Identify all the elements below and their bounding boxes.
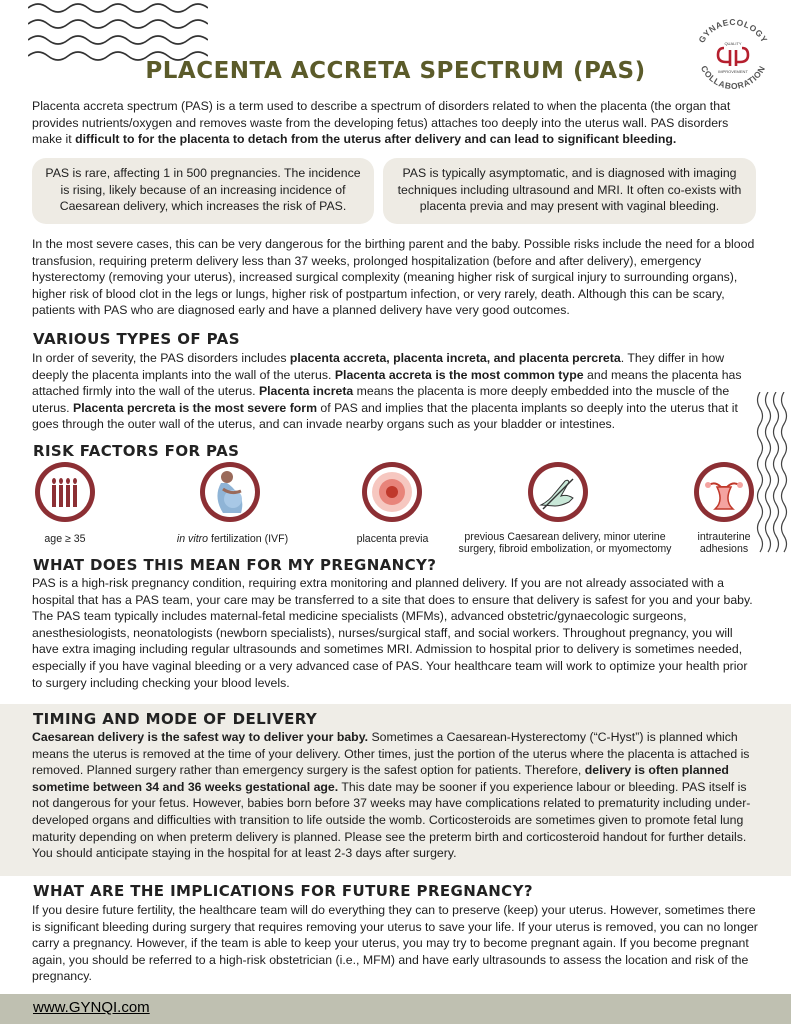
diagnosis-box: PAS is typically asymptomatic, and is diagnosed with imaging techniques including ultrasound and MRI. It often co-exists with placenta previa and may present with vaginal bleeding.	[383, 158, 756, 224]
uterus-icon	[694, 462, 754, 522]
surgery-hand-icon	[528, 462, 588, 522]
meaning-paragraph: PAS is a high-risk pregnancy condition, requiring extra monitoring and planned delivery. If you are not already associated with a hospital that has a PAS team, your care may be transferred to a site that does to ensure that delivery is safest for you and your baby. The PAS team typically includes maternal-fetal medicine specialists (MFMs), advanced obstetric/gynaecologic surgeons, anesthesiologists, neonatologists (newborn specialists), nurses/surgical staff, and social workers. Throughout pregnancy, you will have extra imaging including regular ultrasounds and sometimes MRI. Admission to hospital prior to delivery is sometimes needed, especially if you have vaginal bleeding or a very advanced case of PAS. Your healthcare team will work to optimize your health prior to surgery including checking your blood levels.	[32, 576, 753, 690]
logo-improvement: IMPROVEMENT	[718, 69, 748, 74]
risk-label-age: age ≥ 35	[44, 533, 86, 545]
website-link[interactable]: www.GYNQI.com	[33, 999, 150, 1016]
timing-heading: TIMING AND MODE OF DELIVERY	[33, 710, 318, 728]
footer-bar	[0, 994, 791, 1024]
intro-paragraph: Placenta accreta spectrum (PAS) is a term used to describe a spectrum of disorders related to when the placenta (the organ that provides nutrients/oxygen and removes waste from the developing fetus) attaches too deeply into the uterus wall. PAS disorders make it difficult to for the placenta to detach from the uterus after delivery and can lead to significant bleeding.	[32, 99, 731, 147]
risk-label-adhesions: intrauterine adhesions	[697, 531, 751, 556]
risk-heading: RISK FACTORS FOR PAS	[33, 442, 240, 460]
risk-label-ivf: in vitro fertilization (IVF)	[176, 533, 289, 545]
meaning-heading: WHAT DOES THIS MEAN FOR MY PREGNANCY?	[33, 556, 437, 574]
decorative-waves	[28, 0, 208, 62]
page-title: PLACENTA ACCRETA SPECTRUM (PAS)	[145, 58, 646, 84]
timing-paragraph: Caesarean delivery is the safest way to deliver your baby. Sometimes a Caesarean-Hysterectomy (“C-Hyst”) is planned which means the uterus is removed at the time of your delivery. Other times, just the portion of the uterus where the placenta is attached is removed. Planned surgery rather than emergency surgery is the safest option for patients. Therefore, delivery is often planned sometime between 34 and 36 weeks gestational age. This date may be sooner if you experience labour or bleeding. PAS itself is not dangerous for your fetus. However, babies born before 37 weeks may have complications related to prematurity including under-developed organs and difficulties with transition to life outside the womb. Corticosteroids are sometimes given to promote fetal lung maturity depending on when preterm delivery is planned. Please see the preterm birth and corticosteroid handout for further details. You should anticipate staying in the hospital for at least 2-3 days after surgery.	[32, 730, 751, 861]
future-heading: WHAT ARE THE IMPLICATIONS FOR FUTURE PREGNANCY?	[33, 882, 533, 900]
logo-bottom-text: COLLABORATION	[698, 63, 768, 92]
gynqi-logo	[688, 10, 778, 100]
types-paragraph: In order of severity, the PAS disorders includes placenta accreta, placenta increta, and placenta percreta. They differ in how deeply the placenta implants into the wall of the uterus. Placenta accreta is the most common type and means the placenta has attached firmly into the wall of the uterus. Placenta increta means the placenta is more deeply embedded into the muscle of the uterus. Placenta percreta is the most severe form of PAS and implies that the placenta implants so deeply into the uterus that it goes through the outer wall of the uterus, and can invade nearby organs such as your bladder or intestines.	[32, 351, 742, 432]
candles-icon	[35, 462, 95, 522]
types-heading: VARIOUS TYPES OF PAS	[33, 330, 240, 348]
logo-top-text: GYNAECOLOGY	[696, 16, 770, 45]
logo-quality: QUALITY	[724, 41, 742, 46]
placenta-icon	[362, 462, 422, 522]
incidence-box: PAS is rare, affecting 1 in 500 pregnancies. The incidence is rising, likely because of an increasing incidence of Caesarean delivery, which increases the risk of PAS.	[32, 158, 374, 224]
future-paragraph: If you desire future fertility, the healthcare team will do everything they can to preserve (keep) your uterus. However, sometimes there is significant bleeding during surgery that requires removing your uterus to save your life. If your uterus is removed, you can no longer carry a pregnancy. However, if the team is able to keep your uterus, you may try to become pregnant again. If you become pregnant again, you should be referred to a high-risk obstetrician (i.e., MFM) and have early ultrasounds to assess the location and risk of the pregnancy.	[32, 903, 758, 984]
risk-label-surgery: previous Caesarean delivery, minor uterine surgery, fibroid embolization, or myomectomy	[458, 531, 672, 556]
pregnant-person-icon	[200, 462, 260, 522]
severity-paragraph: In the most severe cases, this can be very dangerous for the birthing parent and the baby. Possible risks include the need for a blood transfusion, requiring preterm delivery less than 37 weeks, prolonged hospitalization (before and after delivery), emergency hysterectomy (removing your uterus), increased surgical complexity (meaning higher risk of surgical injury to surrounding organs), higher risk of blood clot in the legs or lungs, higher risk of postpartum infection, or very rarely, death. Although this can be scary, patients with PAS who are diagnosed early and have a planned delivery have very good outcomes.	[32, 237, 755, 318]
risk-label-previa: placenta previa	[356, 533, 429, 545]
